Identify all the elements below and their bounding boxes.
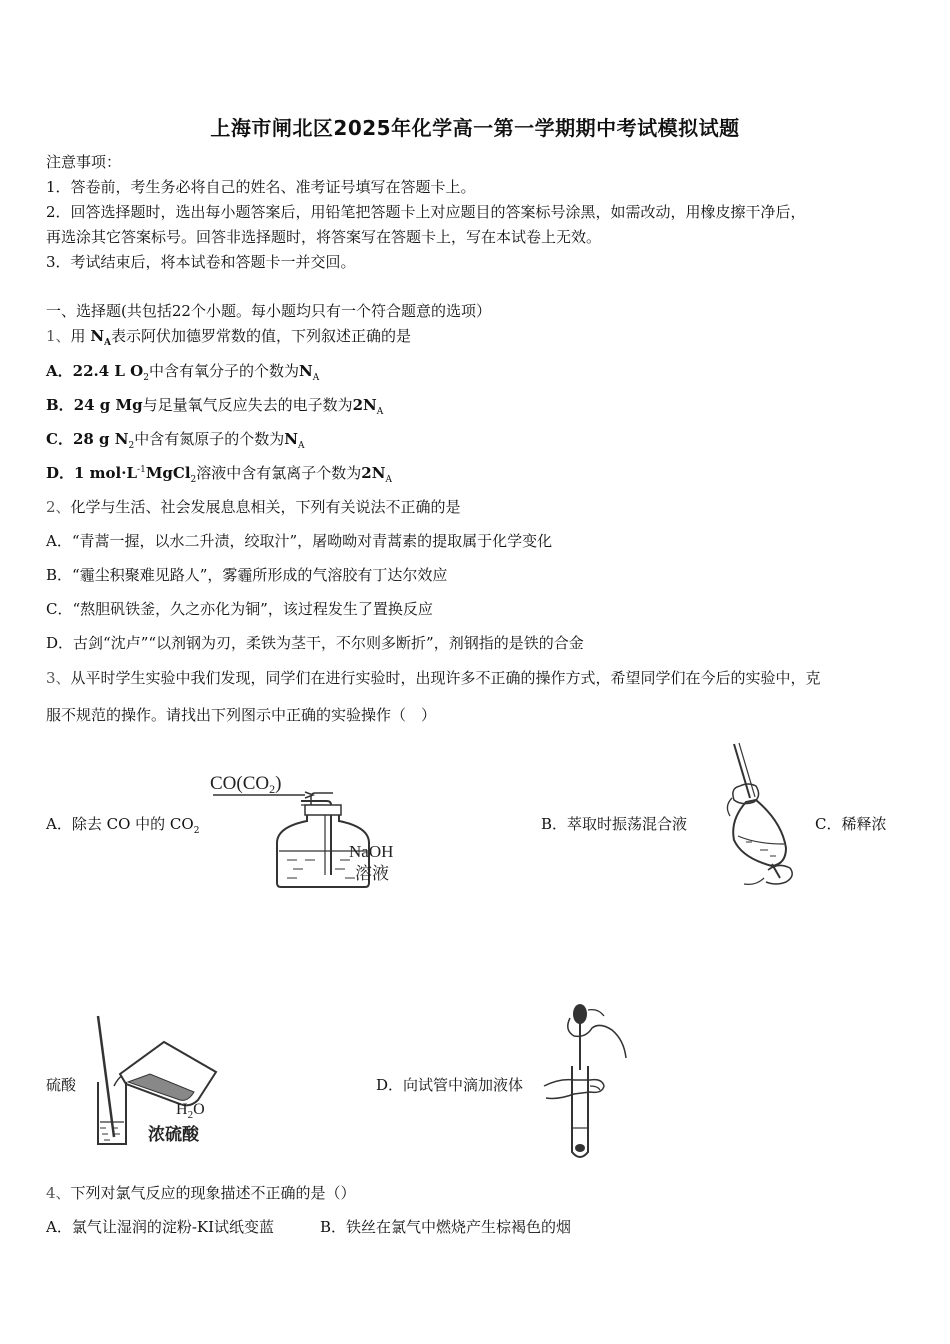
question-4-option-b[interactable]: B．铁丝在氯气中燃烧产生棕褐色的烟: [320, 1218, 572, 1236]
question-3-stem: 3、从平时学生实验中我们发现，同学们在进行实验时，出现许多不正确的操作方式，希望同学们在今后的实验中，克: [46, 669, 821, 687]
question-3-option-d[interactable]: D．向试管中滴加液体: [376, 1076, 524, 1094]
question-3-option-c-cont: 硫酸: [46, 1076, 77, 1094]
question-1-option-c[interactable]: C．28 g $N_2$中含有氮原子的个数为$N_A$: [46, 430, 305, 451]
question-1-option-a[interactable]: A．22.4 L $O_2$中含有氧分子的个数为$N_A$: [46, 362, 320, 383]
question-1-option-d[interactable]: D．1 $mol\cdot L^{-1}MgCl_2$溶液中含有氯离子个数为$2N_A$: [46, 464, 392, 485]
question-3-stem-cont: 服不规范的操作。请找出下列图示中正确的实验操作（ ）: [46, 706, 437, 724]
gas-label: $CO(CO_2)$: [210, 773, 282, 796]
solution-label: 溶液: [355, 864, 389, 884]
page-title: 上海市闸北区2025年化学高一第一学期期中考试模拟试题: [210, 116, 740, 140]
notice-item: 2．回答选择题时，选出每小题答案后，用铅笔把答题卡上对应题目的答案标号涂黑，如需改动，用橡皮擦干净后，: [46, 203, 806, 221]
question-2-option-c[interactable]: C．“熬胆矾铁釜，久之亦化为铜”，该过程发生了置换反应: [46, 600, 433, 618]
question-3-option-c[interactable]: C．稀释浓: [815, 815, 887, 833]
notice-heading: 注意事项：: [46, 153, 122, 171]
question-4-stem: 4、下列对氯气反应的现象描述不正确的是（）: [46, 1184, 356, 1202]
question-1-stem: 1、用 $N_A$表示阿伏加德罗常数的值，下列叙述正确的是: [46, 327, 412, 348]
separatory-funnel-figure: [712, 740, 802, 890]
notice-item: 1．答卷前，考生务必将自己的姓名、准考证号填写在答题卡上。: [46, 178, 476, 196]
question-2-option-a[interactable]: A．“青蒿一握，以水二升渍，绞取汁”，屠呦呦对青蒿素的提取属于化学变化: [46, 532, 553, 550]
water-label: $H_2O$: [176, 1101, 205, 1121]
question-2-option-b[interactable]: B．“霾尘积聚难见路人”，雾霾所形成的气溶胶有丁达尔效应: [46, 566, 448, 584]
notice-item: 再选涂其它答案标号。回答非选择题时，将答案写在答题卡上，写在本试卷上无效。: [46, 228, 602, 246]
question-3-option-b[interactable]: B．萃取时振荡混合液: [541, 815, 688, 833]
question-3-option-a[interactable]: A．除去 CO 中的 $CO_2$: [46, 815, 200, 836]
test-tube-dropper-figure: [540, 1000, 635, 1165]
acid-dilution-figure: [90, 1012, 240, 1152]
naoh-label: NaOH: [349, 842, 394, 861]
question-4-option-a[interactable]: A．氯气让湿润的淀粉-KI试纸变蓝: [46, 1218, 275, 1236]
section-heading: 一、选择题(共包括22个小题。每小题均只有一个符合题意的选项）: [46, 302, 491, 320]
concentrated-acid-label: 浓硫酸: [148, 1125, 199, 1145]
notice-item: 3．考试结束后，将本试卷和答题卡一并交回。: [46, 253, 356, 271]
question-2-option-d[interactable]: D．古剑“沈卢”“以剂钢为刃，柔铁为茎干，不尔则多断折”，剂钢指的是铁的合金: [46, 634, 584, 652]
gas-washing-bottle-figure: [205, 765, 435, 895]
question-1-option-b[interactable]: B．24 g Mg与足量氧气反应失去的电子数为$2N_A$: [46, 396, 384, 417]
question-2-stem: 2、化学与生活、社会发展息息相关，下列有关说法不正确的是: [46, 498, 461, 516]
